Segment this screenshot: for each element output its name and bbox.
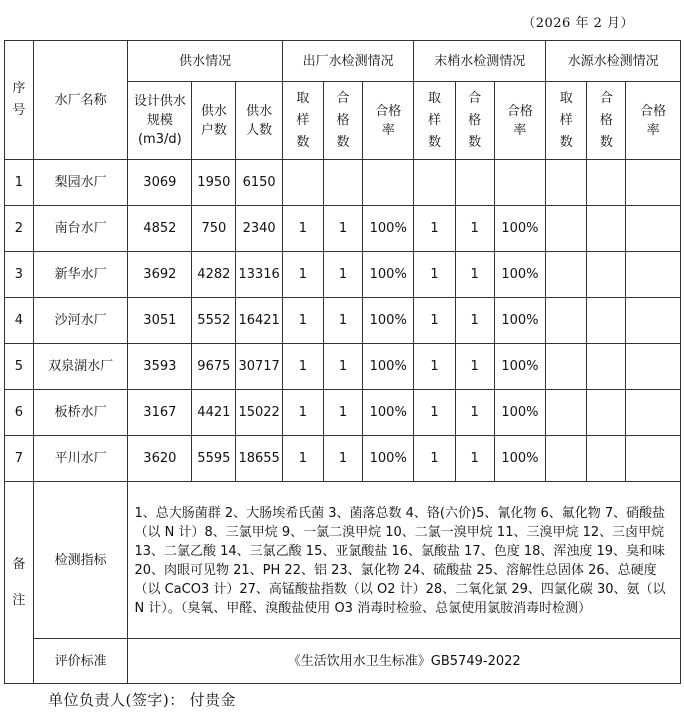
row-terminal-pass: 1	[455, 252, 494, 298]
row-seq: 5	[5, 344, 34, 390]
row-outlet-sample	[282, 160, 323, 206]
row-source-pass	[587, 390, 626, 436]
row-population: 30717	[236, 344, 282, 390]
row-terminal-rate: 100%	[494, 252, 545, 298]
row-terminal-pass: 1	[455, 344, 494, 390]
row-terminal-rate: 100%	[494, 206, 545, 252]
row-terminal-pass: 1	[455, 390, 494, 436]
population-header: 供水人数	[236, 82, 282, 160]
signature-label: 单位负责人(签字)：	[48, 691, 185, 709]
row-population: 16421	[236, 298, 282, 344]
terminal-pass-header: 合格数	[455, 82, 494, 160]
row-source-rate	[626, 252, 681, 298]
row-outlet-sample: 1	[282, 206, 323, 252]
report-date: （2026 年 2 月）	[522, 16, 634, 31]
row-source-sample	[546, 390, 587, 436]
row-source-sample	[546, 252, 587, 298]
row-outlet-pass: 1	[323, 252, 362, 298]
outlet-sample-header: 取样数	[282, 82, 323, 160]
standard-label: 评价标准	[33, 639, 128, 684]
source-group-header: 水源水检测情况	[546, 41, 681, 82]
row-terminal-rate: 100%	[494, 298, 545, 344]
row-outlet-rate: 100%	[363, 252, 414, 298]
row-source-sample	[546, 344, 587, 390]
row-seq: 2	[5, 206, 34, 252]
row-design-scale: 3620	[128, 436, 192, 482]
table-row	[5, 298, 681, 344]
row-population: 13316	[236, 252, 282, 298]
row-terminal-sample: 1	[414, 344, 455, 390]
source-rate-header: 合格率	[626, 82, 681, 160]
row-outlet-pass: 1	[323, 344, 362, 390]
indicators-text: 1、总大肠菌群 2、大肠埃希氏菌 3、菌落总数 4、铬(六价)5、氰化物 6、氟化物 7、硝酸盐（以 N 计）8、三氯甲烷 9、一氯二溴甲烷 10、二氯一溴甲烷 11、三溴甲烷 12、三卤甲烷 13、二氯乙酸 14、三氯乙酸 15、亚氯酸盐 16、氯酸盐 17、色度 18、浑浊度 19、臭和味 20、肉眼可见物 21、PH 22、铝 23、氯化物 24、硫酸盐 25、溶解性总固体 26、总硬度（以 CaCO3 计）27、高锰酸盐指数（以 O2 计）28、二氧化氯 29、四氯化碳 30、氨（以 N 计）。（臭氧、甲醛、溴酸盐使用 O3 消毒时检验、总氯使用氯胺消毒时检测）	[128, 482, 681, 639]
row-source-pass	[587, 252, 626, 298]
row-plant-name: 梨园水厂	[33, 160, 128, 206]
row-source-rate	[626, 298, 681, 344]
row-design-scale: 3051	[128, 298, 192, 344]
plant-name-header: 水厂名称	[33, 41, 128, 160]
table-row	[5, 160, 681, 206]
row-terminal-rate	[494, 160, 545, 206]
row-households: 5552	[192, 298, 236, 344]
row-source-pass	[587, 344, 626, 390]
water-quality-table	[4, 40, 681, 684]
row-households: 1950	[192, 160, 236, 206]
households-header: 供水户数	[192, 82, 236, 160]
source-sample-header: 取样数	[546, 82, 587, 160]
row-outlet-rate: 100%	[363, 390, 414, 436]
row-outlet-sample: 1	[282, 344, 323, 390]
row-outlet-rate: 100%	[363, 436, 414, 482]
row-design-scale: 3593	[128, 344, 192, 390]
standard-text: 《生活饮用水卫生标准》GB5749-2022	[128, 639, 681, 684]
row-outlet-rate	[363, 160, 414, 206]
row-terminal-rate: 100%	[494, 344, 545, 390]
row-outlet-pass: 1	[323, 206, 362, 252]
row-outlet-sample: 1	[282, 252, 323, 298]
row-source-rate	[626, 390, 681, 436]
row-population: 15022	[236, 390, 282, 436]
row-source-pass	[587, 160, 626, 206]
outlet-rate-header: 合格率	[363, 82, 414, 160]
signature-name: 付贵金	[189, 691, 237, 709]
row-source-pass	[587, 298, 626, 344]
row-design-scale: 4852	[128, 206, 192, 252]
row-terminal-pass: 1	[455, 436, 494, 482]
row-terminal-sample: 1	[414, 390, 455, 436]
row-source-sample	[546, 298, 587, 344]
row-plant-name: 新华水厂	[33, 252, 128, 298]
row-households: 4282	[192, 252, 236, 298]
row-plant-name: 双泉湖水厂	[33, 344, 128, 390]
table-row	[5, 206, 681, 252]
row-source-sample	[546, 436, 587, 482]
row-outlet-sample: 1	[282, 298, 323, 344]
outlet-group-header: 出厂水检测情况	[282, 41, 414, 82]
indicators-label: 检测指标	[33, 482, 128, 639]
row-plant-name: 板桥水厂	[33, 390, 128, 436]
row-households: 750	[192, 206, 236, 252]
table-row	[5, 436, 681, 482]
row-outlet-rate: 100%	[363, 298, 414, 344]
row-terminal-rate: 100%	[494, 390, 545, 436]
row-source-sample	[546, 160, 587, 206]
row-source-rate	[626, 344, 681, 390]
row-households: 5595	[192, 436, 236, 482]
row-population: 18655	[236, 436, 282, 482]
row-source-pass	[587, 206, 626, 252]
row-seq: 6	[5, 390, 34, 436]
row-seq: 4	[5, 298, 34, 344]
row-source-pass	[587, 436, 626, 482]
row-terminal-sample	[414, 160, 455, 206]
remarks-standard-row	[5, 639, 681, 684]
row-terminal-rate: 100%	[494, 436, 545, 482]
table-row	[5, 344, 681, 390]
row-households: 9675	[192, 344, 236, 390]
row-terminal-sample: 1	[414, 252, 455, 298]
row-terminal-pass	[455, 160, 494, 206]
row-households: 4421	[192, 390, 236, 436]
row-terminal-sample: 1	[414, 206, 455, 252]
remarks-label: 备注	[5, 482, 34, 684]
table-row	[5, 252, 681, 298]
terminal-sample-header: 取样数	[414, 82, 455, 160]
row-source-rate	[626, 436, 681, 482]
design-scale-header: 设计供水规模(m3/d)	[128, 82, 192, 160]
row-outlet-pass: 1	[323, 298, 362, 344]
row-population: 6150	[236, 160, 282, 206]
row-outlet-sample: 1	[282, 390, 323, 436]
report-date-bar	[0, 0, 684, 40]
row-design-scale: 3069	[128, 160, 192, 206]
terminal-group-header: 末梢水检测情况	[414, 41, 546, 82]
row-outlet-pass: 1	[323, 390, 362, 436]
header-row-1	[5, 41, 681, 82]
supply-group-header: 供水情况	[128, 41, 282, 82]
row-terminal-sample: 1	[414, 436, 455, 482]
row-plant-name: 南台水厂	[33, 206, 128, 252]
row-terminal-sample: 1	[414, 298, 455, 344]
row-outlet-sample: 1	[282, 436, 323, 482]
seq-header: 序号	[5, 41, 34, 160]
signature-line	[48, 689, 236, 710]
row-design-scale: 3167	[128, 390, 192, 436]
row-source-sample	[546, 206, 587, 252]
row-outlet-rate: 100%	[363, 206, 414, 252]
row-terminal-pass: 1	[455, 206, 494, 252]
table-row	[5, 390, 681, 436]
outlet-pass-header: 合格数	[323, 82, 362, 160]
row-seq: 3	[5, 252, 34, 298]
row-outlet-pass	[323, 160, 362, 206]
row-seq: 1	[5, 160, 34, 206]
terminal-rate-header: 合格率	[494, 82, 545, 160]
row-seq: 7	[5, 436, 34, 482]
row-population: 2340	[236, 206, 282, 252]
row-plant-name: 沙河水厂	[33, 298, 128, 344]
row-outlet-pass: 1	[323, 436, 362, 482]
remarks-indicators-row	[5, 482, 681, 639]
row-source-rate	[626, 206, 681, 252]
row-outlet-rate: 100%	[363, 344, 414, 390]
row-design-scale: 3692	[128, 252, 192, 298]
source-pass-header: 合格数	[587, 82, 626, 160]
row-terminal-pass: 1	[455, 298, 494, 344]
row-plant-name: 平川水厂	[33, 436, 128, 482]
row-source-rate	[626, 160, 681, 206]
